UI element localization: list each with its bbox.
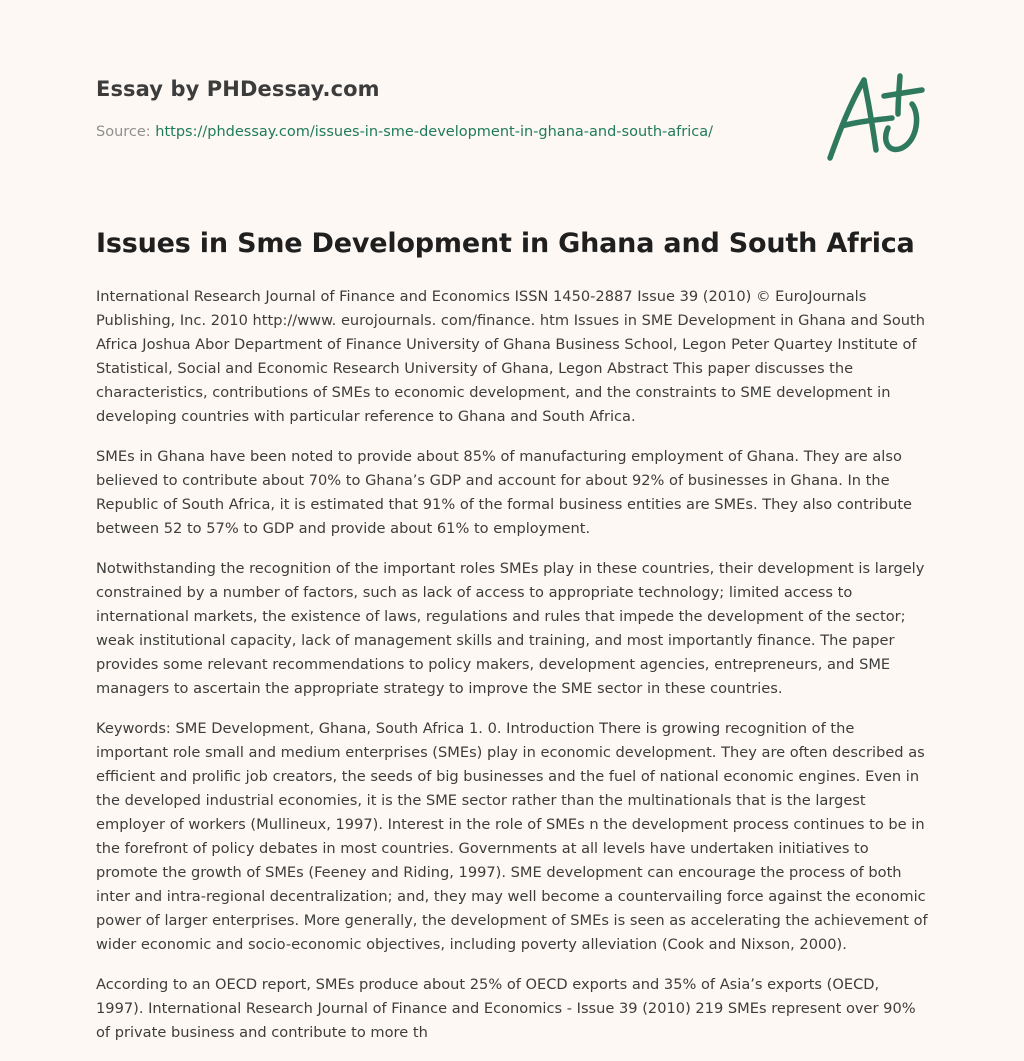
essay-body [96, 285, 928, 1061]
essay-paragraph: Keywords: SME Development, Ghana, South Africa 1. 0. Introduction There is growing recognition of the important role small and medium enterprises (SMEs) play in economic development. They are often described as efficient and prolific job creators, the seeds of big businesses and the fuel of national economic engines. Even in the developed industrial economies, it is the SME sector rather than the multinationals that is the largest employer of workers (Mullineux, 1997). Interest in the role of SMEs n the development process continues to be in the forefront of policy debates in most countries. Governments at all levels have undertaken initiatives to promote the growth of SMEs (Feeney and Riding, 1997). SME development can encourage the process of both inter and intra-regional decentralization; and, they may well become a countervailing force against the economic power of larger enterprises. More generally, the development of SMEs is seen as accelerating the achievement of wider economic and socio-economic objectives, including poverty alleviation (Cook and Nixson, 2000). [96, 720, 928, 953]
site-brand: Essay by PHDessay.com [96, 77, 380, 101]
essay-paragraph: SMEs in Ghana have been noted to provide about 85% of manufacturing employment of Ghana. They are also believed to contribute about 70% to Ghana’s GDP and account for about 92% of businesses in Ghana. In the Republic of South Africa, it is estimated that 91% of the formal business entities are SMEs. They also contribute between 52 to 57% to GDP and provide about 61% to employment. [96, 448, 913, 537]
source-line [96, 124, 713, 140]
essay-paragraph: According to an OECD report, SMEs produce about 25% of OECD exports and 35% of Asia’s exports (OECD, 1997). International Research Journal of Finance and Economics - Issue 39 (2010) 219 SMEs represent over 90% of private business and contribute to more th [96, 976, 916, 1041]
essay-title: Issues in Sme Development in Ghana and South Africa [96, 228, 915, 259]
source-label: Source: [96, 124, 151, 140]
a-plus-icon [826, 70, 926, 162]
essay-paragraph: Notwithstanding the recognition of the important roles SMEs play in these countries, their development is largely constrained by a number of factors, such as lack of access to appropriate technology; limited access to international markets, the existence of laws, regulations and rules that impede the development of the sector; weak institutional capacity, lack of management skills and training, and most importantly finance. The paper provides some relevant recommendations to policy makers, development agencies, entrepreneurs, and SME managers to ascertain the appropriate strategy to improve the SME sector in these countries. [96, 560, 925, 697]
source-link[interactable]: https://phdessay.com/issues-in-sme-development-in-ghana-and-south-africa/ [155, 124, 713, 140]
essay-paragraph: International Research Journal of Finance and Economics ISSN 1450-2887 Issue 39 (2010) © EuroJournals Publishing, Inc. 2010 http://www. eurojournals. com/finance. htm Issues in SME Development in Ghana and South Africa Joshua Abor Department of Finance University of Ghana Business School, Legon Peter Quartey Institute of Statistical, Social and Economic Research University of Ghana, Legon Abstract This paper discusses the characteristics, contributions of SMEs to economic development, and the constraints to SME development in developing countries with particular reference to Ghana and South Africa. [96, 288, 926, 425]
